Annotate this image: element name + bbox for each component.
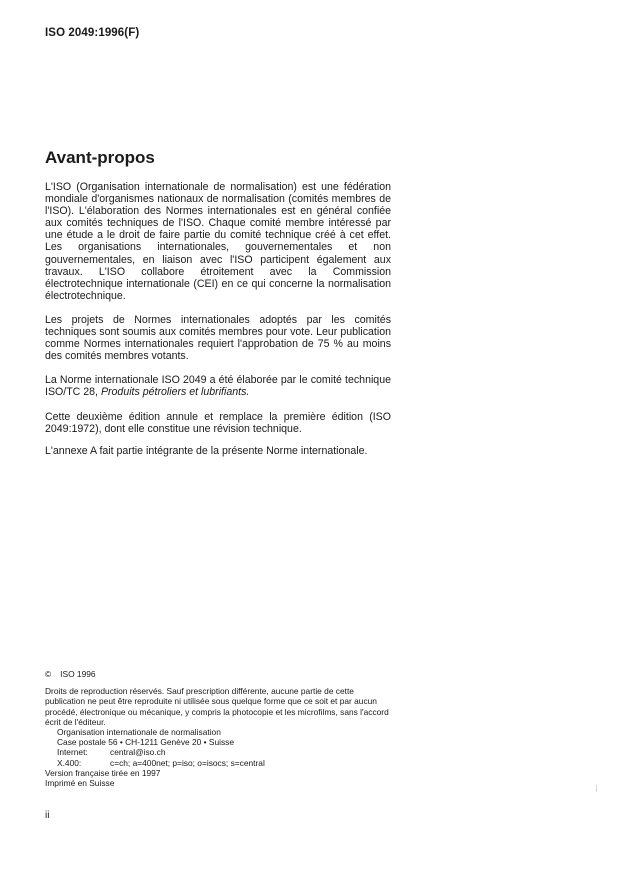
internet-value: central@iso.ch: [110, 747, 166, 758]
publisher-address: Case postale 56 • CH-1211 Genève 20 • Suisse: [57, 737, 235, 748]
scan-mark: [596, 785, 597, 792]
internet-label: Internet:: [57, 747, 88, 758]
x400-row: [57, 758, 395, 768]
paragraph-technical-committee-text: La Norme internationale ISO 2049 a été élaborée par le comité technique ISO/TC 28,: [45, 374, 391, 399]
page-number: ii: [45, 810, 50, 821]
copyright-year: ISO 1996: [60, 669, 96, 679]
internet-row: [57, 747, 395, 757]
foreword-body: [45, 181, 391, 469]
paragraph-edition: Cette deuxième édition annule et remplace la première édition (ISO 2049:1972), dont elle constitue une révision technique.: [45, 410, 391, 435]
paragraph-annex: L'annexe A fait partie intégrante de la présente Norme internationale.: [45, 444, 368, 457]
paragraph-technical-committee: [45, 374, 391, 398]
copyright-icon: ©: [45, 669, 52, 679]
page-title: Avant-propos: [45, 148, 155, 167]
committee-name: Produits pétroliers et lubrifiants.: [100, 386, 250, 399]
printed-note: Imprimé en Suisse: [45, 778, 115, 789]
paragraph-iso-description: L'ISO (Organisation internationale de normalisation) est une fédération mondiale d'organismes nationaux de normalisation (comités membres de l'ISO). L'élaboration des Normes internationales est en général confiée aux comités techniques de l'ISO. Chaque comité membre intéressé par une étude a le droit de faire partie du comité technique créé à cet effet. Les organisations internationales, gouvernementales et non gouvernementales, en liaison avec l'ISO participent également aux travaux. L'ISO collabore étroitement avec la Commission électrotechnique internationale (CEI) en ce qui concerne la normalisation électrotechnique.: [45, 181, 391, 302]
publisher-name: Organisation internationale de normalisation: [57, 727, 221, 738]
paragraph-draft-standards: Les projets de Normes internationales adoptés par les comités techniques sont soumis aux comités membres pour vote. Leur publication comme Normes internationales requiert l'approbation de 75 % au moins des comités membres votants.: [45, 313, 391, 363]
x400-label: X.400:: [57, 757, 82, 768]
copyright-block: [45, 669, 395, 788]
x400-value: c=ch; a=400net; p=iso; o=isocs; s=central: [110, 757, 265, 768]
document-id: ISO 2049:1996(F): [45, 27, 140, 39]
version-note: Version française tirée en 1997: [45, 767, 161, 778]
rights-notice: Droits de reproduction réservés. Sauf prescription différente, aucune partie de cette publication ne peut être reproduite ni utilisée sous quelque forme que ce soit et par aucun procédé, électronique ou mécanique, y compris la photocopie et les microfilms, sans l'accord écrit de l'éditeur.: [45, 686, 389, 727]
copyright-line: [45, 669, 395, 679]
